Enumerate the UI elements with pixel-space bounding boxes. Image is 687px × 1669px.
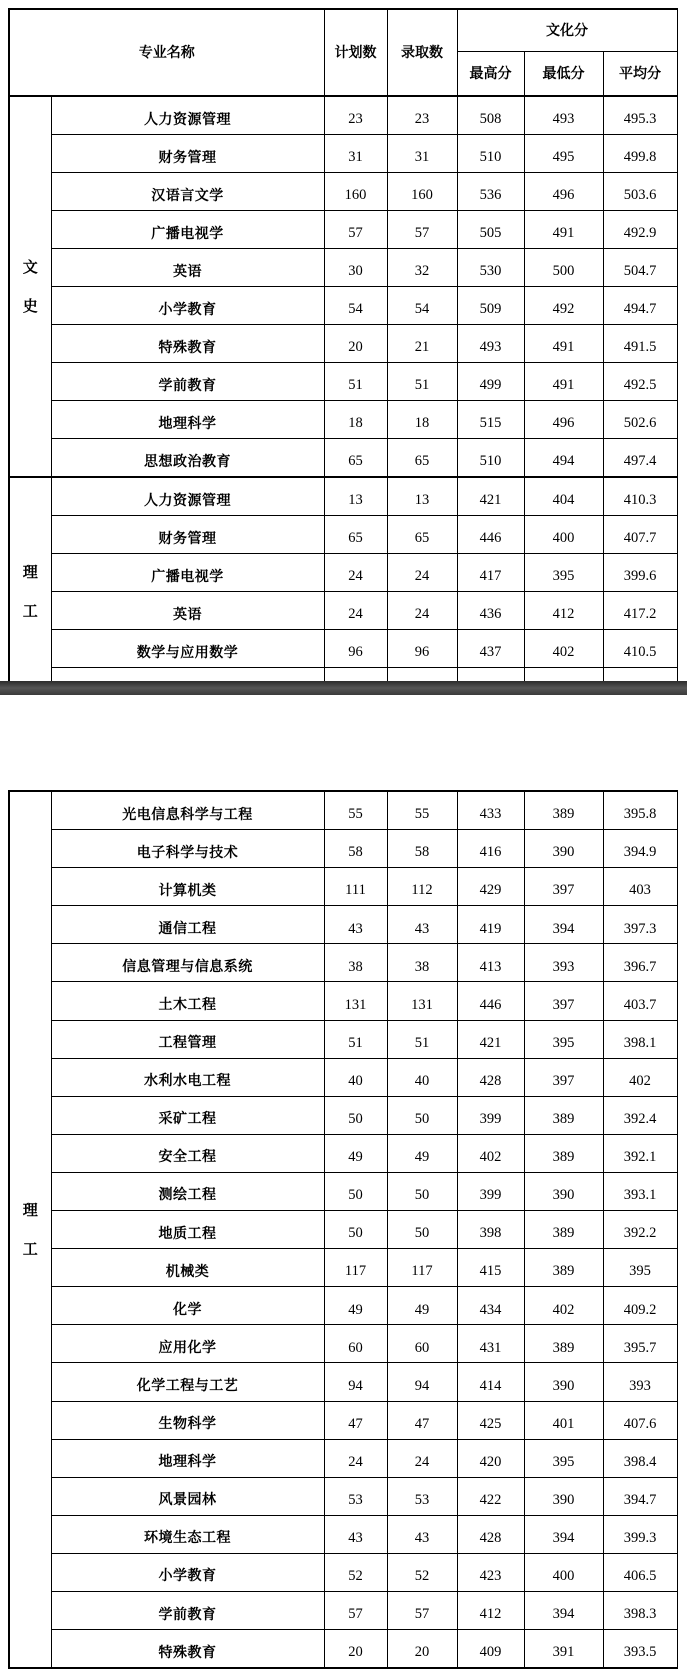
min-score: 491 bbox=[524, 325, 603, 363]
admit-count: 13 bbox=[387, 477, 457, 516]
min-score: 390 bbox=[524, 1363, 603, 1401]
max-score: 416 bbox=[457, 830, 524, 868]
avg-score: 392.4 bbox=[603, 1096, 677, 1134]
admit-count: 24 bbox=[387, 1439, 457, 1477]
major-name: 测绘工程 bbox=[51, 1172, 324, 1210]
table-row bbox=[9, 1363, 677, 1401]
table-row bbox=[9, 516, 677, 554]
major-name: 安全工程 bbox=[51, 1134, 324, 1172]
min-score: 389 bbox=[524, 1134, 603, 1172]
major-name: 光电信息科学与工程 bbox=[51, 791, 324, 830]
table-row bbox=[9, 135, 677, 173]
table-row bbox=[9, 1630, 677, 1669]
min-score: 401 bbox=[524, 1401, 603, 1439]
admit-count: 55 bbox=[387, 791, 457, 830]
table-row bbox=[9, 1096, 677, 1134]
section-label bbox=[9, 477, 51, 706]
table-row bbox=[9, 1439, 677, 1477]
major-name: 水利水电工程 bbox=[51, 1058, 324, 1096]
table-row bbox=[9, 592, 677, 630]
avg-score: 494.7 bbox=[603, 287, 677, 325]
plan-count: 131 bbox=[324, 982, 387, 1020]
max-score: 415 bbox=[457, 1249, 524, 1287]
admit-count: 32 bbox=[387, 249, 457, 287]
table-row bbox=[9, 906, 677, 944]
table-row bbox=[9, 1591, 677, 1629]
major-name: 财务管理 bbox=[51, 516, 324, 554]
plan-count: 13 bbox=[324, 477, 387, 516]
avg-score: 410.3 bbox=[603, 477, 677, 516]
avg-score: 403.7 bbox=[603, 982, 677, 1020]
plan-count: 96 bbox=[324, 630, 387, 668]
section-label bbox=[9, 96, 51, 477]
min-score: 412 bbox=[524, 592, 603, 630]
max-score: 421 bbox=[457, 477, 524, 516]
major-name: 环境生态工程 bbox=[51, 1515, 324, 1553]
admit-count: 94 bbox=[387, 1363, 457, 1401]
max-score: 402 bbox=[457, 1134, 524, 1172]
avg-score: 395 bbox=[603, 1249, 677, 1287]
avg-score: 395.7 bbox=[603, 1325, 677, 1363]
avg-score: 398.4 bbox=[603, 1439, 677, 1477]
major-name: 生物科学 bbox=[51, 1401, 324, 1439]
admit-count: 21 bbox=[387, 325, 457, 363]
page-separator bbox=[0, 681, 687, 695]
table-row bbox=[9, 1249, 677, 1287]
min-score: 402 bbox=[524, 630, 603, 668]
min-score: 394 bbox=[524, 1591, 603, 1629]
avg-score: 397.3 bbox=[603, 906, 677, 944]
plan-count: 94 bbox=[324, 1363, 387, 1401]
plan-count: 54 bbox=[324, 287, 387, 325]
table-row bbox=[9, 249, 677, 287]
avg-score: 503.6 bbox=[603, 173, 677, 211]
max-score: 398 bbox=[457, 1211, 524, 1249]
table-row bbox=[9, 1020, 677, 1058]
table-row bbox=[9, 554, 677, 592]
table-row bbox=[9, 1211, 677, 1249]
major-name: 风景园林 bbox=[51, 1477, 324, 1515]
major-name: 机械类 bbox=[51, 1249, 324, 1287]
max-score: 422 bbox=[457, 1477, 524, 1515]
plan-count: 24 bbox=[324, 554, 387, 592]
major-name: 信息管理与信息系统 bbox=[51, 944, 324, 982]
major-name: 土木工程 bbox=[51, 982, 324, 1020]
plan-count: 47 bbox=[324, 1401, 387, 1439]
max-score: 428 bbox=[457, 1058, 524, 1096]
avg-score: 399.6 bbox=[603, 554, 677, 592]
avg-score: 407.7 bbox=[603, 516, 677, 554]
avg-score: 409.2 bbox=[603, 1287, 677, 1325]
table-row bbox=[9, 477, 677, 516]
major-name: 数学与应用数学 bbox=[51, 630, 324, 668]
avg-score: 407.6 bbox=[603, 1401, 677, 1439]
table-row bbox=[9, 287, 677, 325]
avg-score: 502.6 bbox=[603, 401, 677, 439]
table-row bbox=[9, 830, 677, 868]
max-score: 425 bbox=[457, 1401, 524, 1439]
admit-count: 38 bbox=[387, 944, 457, 982]
min-score: 400 bbox=[524, 516, 603, 554]
admit-count: 49 bbox=[387, 1287, 457, 1325]
max-score: 536 bbox=[457, 173, 524, 211]
max-score: 429 bbox=[457, 868, 524, 906]
major-name: 化学 bbox=[51, 1287, 324, 1325]
header-min: 最低分 bbox=[524, 52, 603, 97]
avg-score: 395.8 bbox=[603, 791, 677, 830]
section-char: 理 bbox=[22, 1200, 38, 1219]
admit-count: 96 bbox=[387, 630, 457, 668]
min-score: 402 bbox=[524, 1287, 603, 1325]
plan-count: 55 bbox=[324, 791, 387, 830]
plan-count: 31 bbox=[324, 135, 387, 173]
max-score: 423 bbox=[457, 1553, 524, 1591]
max-score: 510 bbox=[457, 439, 524, 478]
admit-count: 131 bbox=[387, 982, 457, 1020]
major-name: 地理科学 bbox=[51, 1439, 324, 1477]
admit-count: 65 bbox=[387, 516, 457, 554]
admit-count: 47 bbox=[387, 1401, 457, 1439]
admit-count: 18 bbox=[387, 401, 457, 439]
max-score: 446 bbox=[457, 982, 524, 1020]
min-score: 390 bbox=[524, 1477, 603, 1515]
avg-score: 399.3 bbox=[603, 1515, 677, 1553]
min-score: 389 bbox=[524, 1211, 603, 1249]
min-score: 492 bbox=[524, 287, 603, 325]
major-name: 地质工程 bbox=[51, 1211, 324, 1249]
plan-count: 57 bbox=[324, 211, 387, 249]
major-name: 电子科学与技术 bbox=[51, 830, 324, 868]
major-name: 化学工程与工艺 bbox=[51, 1363, 324, 1401]
plan-count: 51 bbox=[324, 363, 387, 401]
min-score: 390 bbox=[524, 830, 603, 868]
min-score: 496 bbox=[524, 173, 603, 211]
major-name: 计算机类 bbox=[51, 868, 324, 906]
min-score: 389 bbox=[524, 1325, 603, 1363]
min-score: 389 bbox=[524, 1096, 603, 1134]
major-name: 特殊教育 bbox=[51, 325, 324, 363]
admit-count: 24 bbox=[387, 554, 457, 592]
plan-count: 53 bbox=[324, 1477, 387, 1515]
major-name: 广播电视学 bbox=[51, 211, 324, 249]
min-score: 395 bbox=[524, 554, 603, 592]
plan-count: 20 bbox=[324, 325, 387, 363]
major-name: 小学教育 bbox=[51, 287, 324, 325]
avg-score: 402 bbox=[603, 1058, 677, 1096]
max-score: 446 bbox=[457, 516, 524, 554]
plan-count: 49 bbox=[324, 1287, 387, 1325]
major-name: 通信工程 bbox=[51, 906, 324, 944]
major-name: 人力资源管理 bbox=[51, 477, 324, 516]
major-name: 学前教育 bbox=[51, 363, 324, 401]
max-score: 433 bbox=[457, 791, 524, 830]
table-row bbox=[9, 1287, 677, 1325]
min-score: 496 bbox=[524, 401, 603, 439]
major-name: 思想政治教育 bbox=[51, 439, 324, 478]
header-culture: 文化分 bbox=[457, 9, 677, 52]
max-score: 399 bbox=[457, 1096, 524, 1134]
avg-score: 393 bbox=[603, 1363, 677, 1401]
plan-count: 24 bbox=[324, 1439, 387, 1477]
table-row bbox=[9, 944, 677, 982]
avg-score: 492.9 bbox=[603, 211, 677, 249]
max-score: 399 bbox=[457, 1172, 524, 1210]
admit-count: 52 bbox=[387, 1553, 457, 1591]
major-name: 财务管理 bbox=[51, 135, 324, 173]
admit-count: 43 bbox=[387, 1515, 457, 1553]
section-char: 理 bbox=[22, 562, 38, 581]
major-name: 汉语言文学 bbox=[51, 173, 324, 211]
page-1 bbox=[8, 8, 678, 706]
table-row bbox=[9, 439, 677, 478]
header-avg: 平均分 bbox=[603, 52, 677, 97]
admit-count: 50 bbox=[387, 1172, 457, 1210]
major-name: 英语 bbox=[51, 592, 324, 630]
min-score: 390 bbox=[524, 1172, 603, 1210]
plan-count: 50 bbox=[324, 1096, 387, 1134]
section-label bbox=[9, 791, 51, 1668]
avg-score: 499.8 bbox=[603, 135, 677, 173]
plan-count: 23 bbox=[324, 96, 387, 135]
section-char: 工 bbox=[22, 1239, 38, 1258]
header-major: 专业名称 bbox=[9, 9, 324, 96]
table-row bbox=[9, 1477, 677, 1515]
min-score: 500 bbox=[524, 249, 603, 287]
min-score: 491 bbox=[524, 363, 603, 401]
max-score: 509 bbox=[457, 287, 524, 325]
avg-score: 392.2 bbox=[603, 1211, 677, 1249]
avg-score: 394.7 bbox=[603, 1477, 677, 1515]
admit-count: 57 bbox=[387, 211, 457, 249]
avg-score: 403 bbox=[603, 868, 677, 906]
avg-score: 491.5 bbox=[603, 325, 677, 363]
major-name: 广播电视学 bbox=[51, 554, 324, 592]
max-score: 420 bbox=[457, 1439, 524, 1477]
admit-count: 57 bbox=[387, 1591, 457, 1629]
max-score: 436 bbox=[457, 592, 524, 630]
table-row bbox=[9, 1515, 677, 1553]
table-row bbox=[9, 1172, 677, 1210]
min-score: 397 bbox=[524, 982, 603, 1020]
admit-count: 20 bbox=[387, 1630, 457, 1669]
avg-score: 394.9 bbox=[603, 830, 677, 868]
admit-count: 160 bbox=[387, 173, 457, 211]
plan-count: 160 bbox=[324, 173, 387, 211]
max-score: 510 bbox=[457, 135, 524, 173]
min-score: 397 bbox=[524, 868, 603, 906]
plan-count: 20 bbox=[324, 1630, 387, 1669]
table-row bbox=[9, 173, 677, 211]
admit-count: 31 bbox=[387, 135, 457, 173]
section-char: 文 bbox=[22, 257, 38, 276]
major-name: 英语 bbox=[51, 249, 324, 287]
major-name: 工程管理 bbox=[51, 1020, 324, 1058]
major-name: 应用化学 bbox=[51, 1325, 324, 1363]
max-score: 530 bbox=[457, 249, 524, 287]
admit-count: 51 bbox=[387, 1020, 457, 1058]
plan-count: 43 bbox=[324, 906, 387, 944]
table-row bbox=[9, 401, 677, 439]
avg-score: 398.1 bbox=[603, 1020, 677, 1058]
min-score: 394 bbox=[524, 906, 603, 944]
max-score: 437 bbox=[457, 630, 524, 668]
admit-count: 53 bbox=[387, 1477, 457, 1515]
admit-count: 49 bbox=[387, 1134, 457, 1172]
plan-count: 111 bbox=[324, 868, 387, 906]
max-score: 434 bbox=[457, 1287, 524, 1325]
major-name: 小学教育 bbox=[51, 1553, 324, 1591]
avg-score: 392.1 bbox=[603, 1134, 677, 1172]
plan-count: 38 bbox=[324, 944, 387, 982]
table-row bbox=[9, 211, 677, 249]
max-score: 508 bbox=[457, 96, 524, 135]
avg-score: 393.5 bbox=[603, 1630, 677, 1669]
avg-score: 393.1 bbox=[603, 1172, 677, 1210]
table-row bbox=[9, 630, 677, 668]
plan-count: 50 bbox=[324, 1172, 387, 1210]
header-max: 最高分 bbox=[457, 52, 524, 97]
min-score: 393 bbox=[524, 944, 603, 982]
avg-score: 495.3 bbox=[603, 96, 677, 135]
max-score: 414 bbox=[457, 1363, 524, 1401]
section-char: 工 bbox=[22, 601, 38, 620]
major-name: 人力资源管理 bbox=[51, 96, 324, 135]
admit-count: 117 bbox=[387, 1249, 457, 1287]
min-score: 493 bbox=[524, 96, 603, 135]
admit-count: 43 bbox=[387, 906, 457, 944]
avg-score: 396.7 bbox=[603, 944, 677, 982]
min-score: 395 bbox=[524, 1439, 603, 1477]
table-row bbox=[9, 1058, 677, 1096]
plan-count: 65 bbox=[324, 439, 387, 478]
plan-count: 18 bbox=[324, 401, 387, 439]
major-name: 学前教育 bbox=[51, 1591, 324, 1629]
admit-count: 24 bbox=[387, 592, 457, 630]
avg-score: 492.5 bbox=[603, 363, 677, 401]
plan-count: 57 bbox=[324, 1591, 387, 1629]
major-name: 地理科学 bbox=[51, 401, 324, 439]
avg-score: 504.7 bbox=[603, 249, 677, 287]
min-score: 395 bbox=[524, 1020, 603, 1058]
min-score: 394 bbox=[524, 1515, 603, 1553]
major-name: 特殊教育 bbox=[51, 1630, 324, 1669]
admission-table-page-2 bbox=[8, 790, 678, 1669]
table-row bbox=[9, 325, 677, 363]
admit-count: 60 bbox=[387, 1325, 457, 1363]
min-score: 389 bbox=[524, 1249, 603, 1287]
max-score: 413 bbox=[457, 944, 524, 982]
section-char: 史 bbox=[22, 296, 38, 315]
table-row bbox=[9, 1553, 677, 1591]
avg-score: 398.3 bbox=[603, 1591, 677, 1629]
plan-count: 65 bbox=[324, 516, 387, 554]
plan-count: 117 bbox=[324, 1249, 387, 1287]
table-row bbox=[9, 363, 677, 401]
max-score: 515 bbox=[457, 401, 524, 439]
min-score: 494 bbox=[524, 439, 603, 478]
min-score: 391 bbox=[524, 1630, 603, 1669]
admit-count: 54 bbox=[387, 287, 457, 325]
avg-score: 497.4 bbox=[603, 439, 677, 478]
admit-count: 50 bbox=[387, 1096, 457, 1134]
max-score: 505 bbox=[457, 211, 524, 249]
min-score: 491 bbox=[524, 211, 603, 249]
table-row bbox=[9, 982, 677, 1020]
table-row bbox=[9, 868, 677, 906]
max-score: 493 bbox=[457, 325, 524, 363]
max-score: 431 bbox=[457, 1325, 524, 1363]
table-row bbox=[9, 1325, 677, 1363]
major-name: 采矿工程 bbox=[51, 1096, 324, 1134]
avg-score: 417.2 bbox=[603, 592, 677, 630]
admission-table-page-1 bbox=[8, 8, 678, 706]
plan-count: 49 bbox=[324, 1134, 387, 1172]
max-score: 412 bbox=[457, 1591, 524, 1629]
table-row bbox=[9, 96, 677, 135]
plan-count: 60 bbox=[324, 1325, 387, 1363]
max-score: 409 bbox=[457, 1630, 524, 1669]
plan-count: 40 bbox=[324, 1058, 387, 1096]
max-score: 499 bbox=[457, 363, 524, 401]
min-score: 400 bbox=[524, 1553, 603, 1591]
header-plan: 计划数 bbox=[324, 9, 387, 96]
admit-count: 65 bbox=[387, 439, 457, 478]
page-gap bbox=[0, 695, 687, 790]
admit-count: 50 bbox=[387, 1211, 457, 1249]
admit-count: 40 bbox=[387, 1058, 457, 1096]
plan-count: 30 bbox=[324, 249, 387, 287]
admit-count: 51 bbox=[387, 363, 457, 401]
plan-count: 50 bbox=[324, 1211, 387, 1249]
avg-score: 410.5 bbox=[603, 630, 677, 668]
plan-count: 51 bbox=[324, 1020, 387, 1058]
page-2 bbox=[8, 790, 678, 1669]
plan-count: 24 bbox=[324, 592, 387, 630]
max-score: 428 bbox=[457, 1515, 524, 1553]
admit-count: 112 bbox=[387, 868, 457, 906]
plan-count: 43 bbox=[324, 1515, 387, 1553]
max-score: 417 bbox=[457, 554, 524, 592]
plan-count: 58 bbox=[324, 830, 387, 868]
min-score: 389 bbox=[524, 791, 603, 830]
admit-count: 58 bbox=[387, 830, 457, 868]
table-row bbox=[9, 791, 677, 830]
header-admit: 录取数 bbox=[387, 9, 457, 96]
min-score: 404 bbox=[524, 477, 603, 516]
admit-count: 23 bbox=[387, 96, 457, 135]
max-score: 421 bbox=[457, 1020, 524, 1058]
plan-count: 52 bbox=[324, 1553, 387, 1591]
max-score: 419 bbox=[457, 906, 524, 944]
min-score: 495 bbox=[524, 135, 603, 173]
table-row bbox=[9, 1401, 677, 1439]
table-row bbox=[9, 1134, 677, 1172]
min-score: 397 bbox=[524, 1058, 603, 1096]
avg-score: 406.5 bbox=[603, 1553, 677, 1591]
